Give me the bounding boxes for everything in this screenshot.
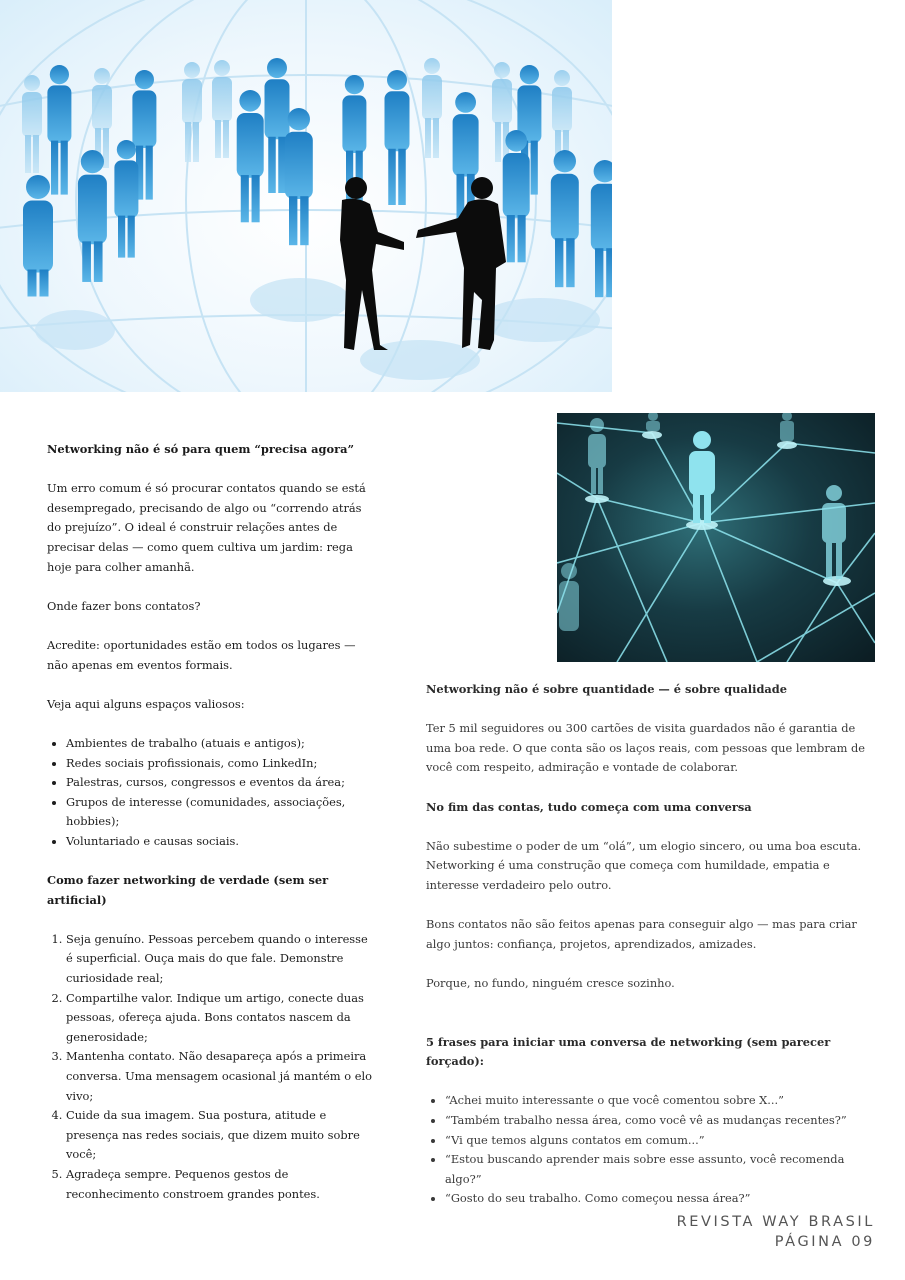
right-column — [426, 680, 876, 1229]
page-footer — [677, 1212, 875, 1252]
crowd-handshake-image — [0, 0, 612, 392]
section-heading-five-phrases: 5 frases para iniciar uma conversa de networking (sem parecer forçado): — [426, 1034, 831, 1069]
list-item: 3. Mantenha contato. Não desapareça após a primeira conversa. Uma mensagem ocasional já mantém o elo vivo; — [66, 1047, 377, 1106]
places-list — [47, 734, 377, 852]
magazine-name: REVISTA WAY BRASIL — [676, 1214, 875, 1230]
section-heading-quality: Networking não é sobre quantidade — é sobre qualidade — [426, 682, 787, 696]
network-figures-illustration — [557, 413, 875, 662]
paragraph-common-mistake: Um erro comum é só procurar contatos quando se está desempregado, precisando de algo ou “correndo atrás do prejuízo”. O ideal é construir relações antes de precisar delas — como quem cultiva um jardim: rega hoje para colher amanhã. — [47, 481, 366, 574]
phrases-list — [426, 1091, 876, 1209]
list-item: 1. Seja genuíno. Pessoas percebem quando o interesse é superficial. Ouça mais do que fale. Demonstre curiosidade real; — [66, 930, 377, 989]
list-item: 4. Cuide da sua imagem. Sua postura, atitude e presença nas redes sociais, que dizem muito sobre você; — [66, 1106, 377, 1165]
section-heading-how-to: Como fazer networking de verdade (sem ser artificial) — [47, 873, 329, 907]
hero-networking-illustration — [0, 0, 612, 392]
list-item: • Palestras, cursos, congressos e eventos da área; — [66, 773, 377, 793]
list-item: • Grupos de interesse (comunidades, associações, hobbies); — [66, 793, 377, 832]
list-item: • “Estou buscando aprender mais sobre esse assunto, você recomenda algo?” — [445, 1150, 876, 1189]
paragraph-where-contacts: Onde fazer bons contatos? — [47, 598, 201, 613]
section-heading-conversation: No fim das contas, tudo começa com uma conversa — [426, 799, 752, 814]
paragraph-opportunities: Acredite: oportunidades estão em todos os lugares — não apenas em eventos formais. — [47, 637, 356, 672]
section-heading-networking-now: Networking não é só para quem “precisa agora” — [47, 442, 355, 456]
page-number: PÁGINA 09 — [774, 1234, 875, 1250]
paragraph-valuable-spaces: Veja aqui alguns espaços valiosos: — [47, 696, 245, 711]
handshake-silhouette — [340, 177, 506, 350]
list-item: • Ambientes de trabalho (atuais e antigos); — [66, 734, 377, 754]
paragraph-nobody-grows-alone: Porque, no fundo, ninguém cresce sozinho. — [426, 975, 675, 990]
paragraph-good-contacts: Bons contatos não são feitos apenas para conseguir algo — mas para criar algo juntos: confiança, projetos, aprendizados, amizades. — [426, 917, 857, 951]
steps-list — [47, 930, 377, 1204]
paragraph-followers: Ter 5 mil seguidores ou 300 cartões de visita guardados não é garantia de uma boa rede. O que conta são os laços reais, com pessoas que lembram de você com respeito, admiração e vontade de colaborar. — [426, 721, 866, 775]
list-item: 5. Agradeça sempre. Pequenos gestos de reconhecimento constroem grandes pontes. — [66, 1165, 377, 1204]
left-column — [47, 440, 377, 1204]
list-item: • “Vi que temos alguns contatos em comum...” — [445, 1131, 876, 1151]
paragraph-hello: Não subestime o poder de um “olá”, um elogio sincero, ou uma boa escuta. Networking é uma construção que começa com humildade, empatia e interesse verdadeiro pelo outro. — [426, 838, 862, 892]
network-connections-image — [557, 413, 875, 662]
list-item: 2. Compartilhe valor. Indique um artigo, conecte duas pessoas, ofereça ajuda. Bons contatos nascem da generosidade; — [66, 989, 377, 1048]
list-item: • Redes sociais profissionais, como LinkedIn; — [66, 754, 377, 774]
list-item: • “Também trabalho nessa área, como você vê as mudanças recentes?” — [445, 1111, 876, 1131]
list-item: • “Gosto do seu trabalho. Como começou nessa área?” — [445, 1189, 876, 1209]
list-item: • “Achei muito interessante o que você comentou sobre X...” — [445, 1091, 876, 1111]
list-item: • Voluntariado e causas sociais. — [66, 832, 377, 852]
